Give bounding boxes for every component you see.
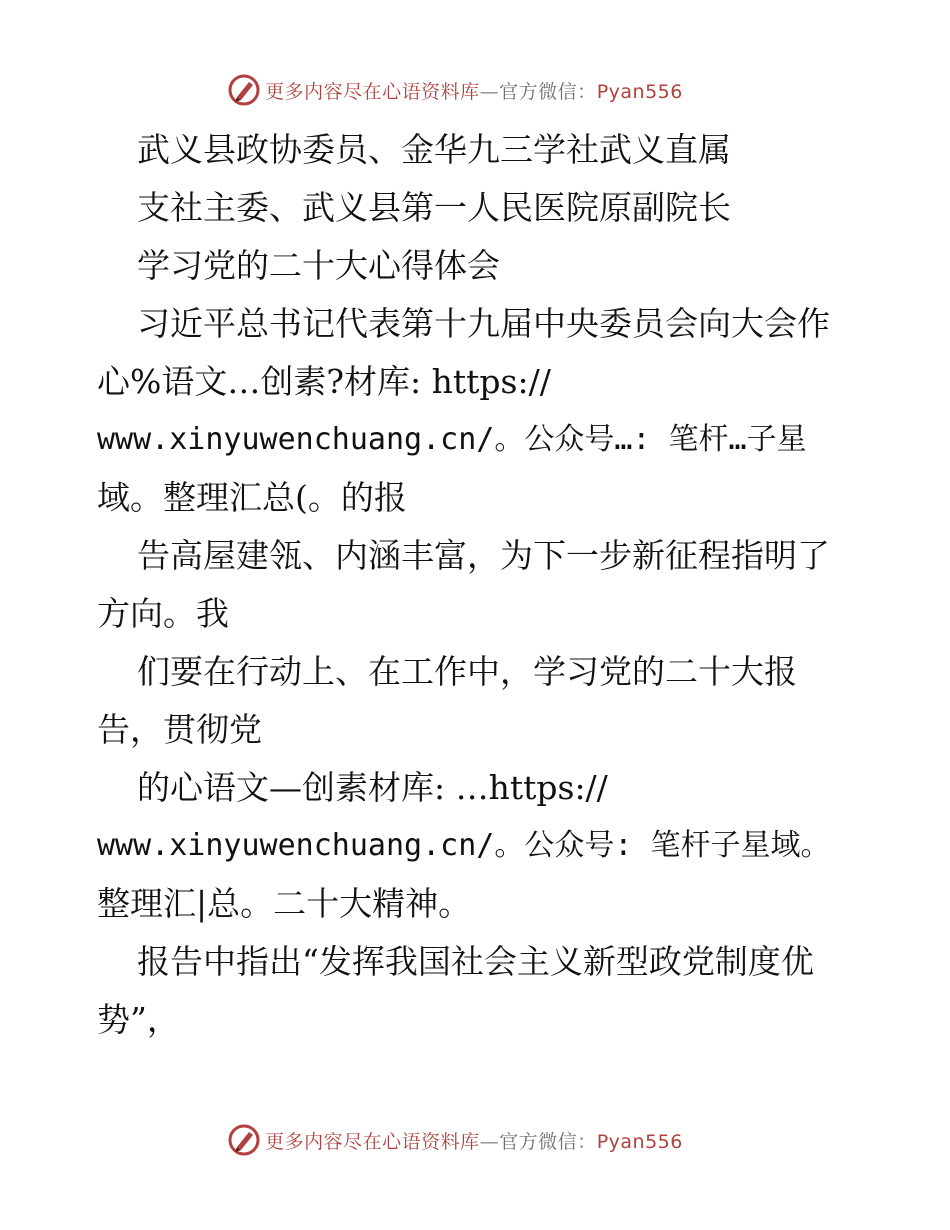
doc-line: www.xinyuwenchuang.cn/。公众号…: 笔杆…子星	[97, 422, 807, 457]
header-site-name: 更多内容尽在心语资料库	[265, 80, 480, 103]
doc-line: 武义县政协委员、金华九三学社武义直属	[137, 130, 731, 169]
header-banner-text	[265, 77, 683, 104]
header-banner	[0, 70, 950, 110]
footer-wechat-label: 官方微信：	[499, 1130, 597, 1153]
doc-line: 域。整理汇总(。的报	[97, 478, 407, 517]
footer-site-name: 更多内容尽在心语资料库	[265, 1130, 480, 1153]
doc-line: 心%语文…创素?材库: https://	[97, 362, 551, 401]
doc-line: 们要在行动上、在工作中，学习党的二十大报	[137, 652, 797, 691]
doc-line: 方向。我	[97, 594, 229, 633]
doc-line: www.xinyuwenchuang.cn/。公众号: 笔杆子星域。	[97, 828, 831, 863]
pen-logo-icon	[227, 73, 261, 107]
footer-wechat-id: Pyan556	[596, 1130, 683, 1153]
doc-line: 告高屋建瓴、内涵丰富，为下一步新征程指明了	[137, 536, 830, 575]
header-separator: —	[479, 80, 500, 103]
doc-line: 告，贯彻党	[97, 710, 262, 749]
footer-separator: —	[479, 1130, 500, 1153]
document-body	[97, 121, 857, 1049]
pen-logo-icon	[227, 1123, 261, 1157]
footer-banner	[0, 1120, 950, 1160]
doc-line: 整理汇|总。二十大精神。	[97, 884, 472, 923]
doc-line: 势”，	[97, 1000, 180, 1039]
footer-banner-text	[265, 1127, 683, 1154]
doc-line: 的心语文—创素材库: …https://	[137, 768, 608, 807]
doc-line: 习近平总书记代表第十九届中央委员会向大会作	[137, 304, 830, 343]
doc-line: 学习党的二十大心得体会	[137, 246, 500, 285]
header-wechat-label: 官方微信：	[499, 80, 597, 103]
doc-line: 报告中指出“发挥我国社会主义新型政党制度优	[137, 942, 814, 981]
doc-line: 支社主委、武义县第一人民医院原副院长	[137, 188, 731, 227]
header-wechat-id: Pyan556	[596, 80, 683, 103]
